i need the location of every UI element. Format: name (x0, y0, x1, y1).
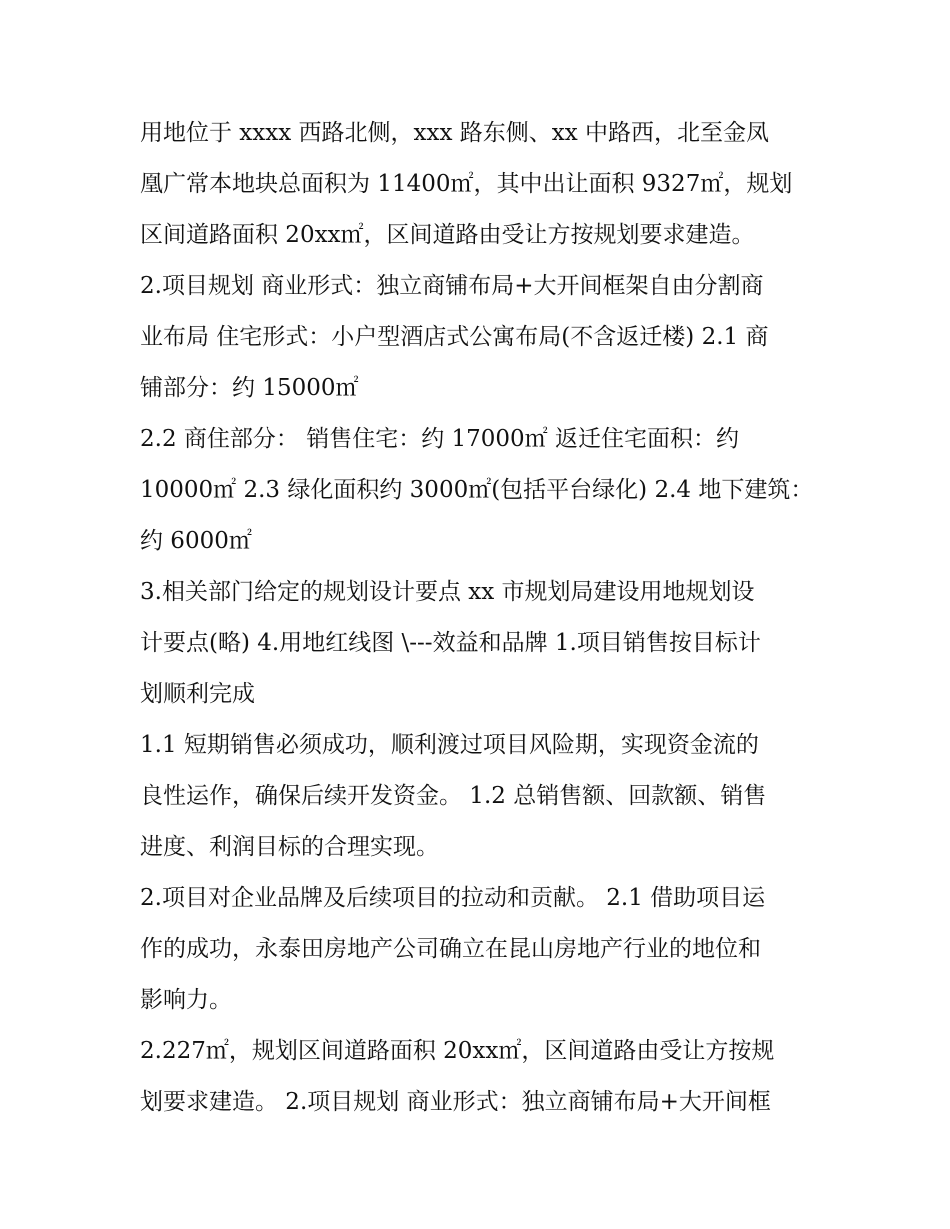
text-line: 约 6000㎡ (140, 528, 252, 554)
text-line: 影响力。 (140, 987, 232, 1013)
text-line: 划要求建造。 2.项目规划 商业形式：独立商铺布局+大开间框 (140, 1089, 771, 1115)
text-line: 1.1 短期销售必须成功，顺利渡过项目风险期，实现资金流的 (140, 732, 759, 758)
text-line: 业布局 住宅形式：小户型酒店式公寓布局(不含返迁楼) 2.1 商 (140, 324, 769, 350)
text-line: 作的成功，永泰田房地产公司确立在昆山房地产行业的地位和 (140, 936, 761, 962)
text-line: 区间道路面积 20xx㎡，区间道路由受让方按规划要求建造。 (140, 222, 755, 248)
text-line: 2.项目对企业品牌及后续项目的拉动和贡献。 2.1 借助项目运 (140, 885, 766, 911)
text-line: 凰广常本地块总面积为 11400㎡，其中出让面积 9327㎡，规划 (140, 171, 793, 197)
text-line: 计要点(略) 4.用地红线图 \---效益和品牌 1.项目销售按目标计 (140, 630, 761, 656)
text-line: 铺部分：约 15000㎡ (140, 375, 359, 401)
text-line: 2.227㎡，规划区间道路面积 20xx㎡，区间道路由受让方按规 (140, 1038, 775, 1064)
text-line: 3.相关部门给定的规划设计要点 xx 市规划局建设用地规划设 (140, 579, 755, 605)
text-line: 进度、利润目标的合理实现。 (140, 834, 439, 860)
text-line: 划顺利完成 (140, 681, 255, 707)
text-line: 良性运作，确保后续开发资金。 1.2 总销售额、回款额、销售 (140, 783, 767, 809)
document-body (140, 108, 820, 1128)
text-line: 用地位于 xxxx 西路北侧，xxx 路东侧、xx 中路西，北至金凤 (140, 120, 769, 146)
text-line: 2.项目规划 商业形式：独立商铺布局+大开间框架自由分割商 (140, 273, 764, 299)
text-line: 10000㎡ 2.3 绿化面积约 3000㎡(包括平台绿化) 2.4 地下建筑： (140, 477, 814, 503)
text-line: 2.2 商住部分： 销售住宅：约 17000㎡ 返迁住宅面积：约 (140, 426, 739, 452)
